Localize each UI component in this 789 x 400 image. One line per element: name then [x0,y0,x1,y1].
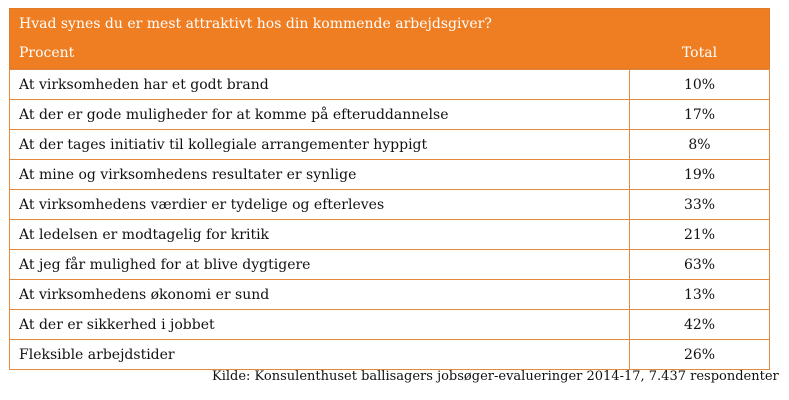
column-header-total: Total [681,45,718,61]
row-label: At der er gode muligheder for at komme på efteruddannelse [10,100,630,130]
row-value: 19% [630,160,770,190]
table-row [10,310,770,340]
row-label: At virksomhedens værdier er tydelige og efterleves [10,190,630,220]
row-value: 42% [630,310,770,340]
row-value: 10% [630,70,770,100]
row-value: 21% [630,220,770,250]
table-row [10,280,770,310]
row-label: At virksomheden har et godt brand [10,70,630,100]
table-body [10,70,770,370]
row-value: 17% [630,100,770,130]
table-row [10,130,770,160]
table-row [10,250,770,280]
table-row [10,190,770,220]
table-header [9,8,770,69]
survey-table-container [9,8,770,370]
row-label: At virksomhedens økonomi er sund [10,280,630,310]
table-row [10,220,770,250]
row-label: At der er sikkerhed i jobbet [10,310,630,340]
row-label: At jeg får mulighed for at blive dygtigere [10,250,630,280]
column-header-row [10,40,769,68]
row-value: 63% [630,250,770,280]
row-label: Fleksible arbejdstider [10,340,630,370]
row-value: 26% [630,340,770,370]
data-table [9,69,770,370]
source-note: Kilde: Konsulenthuset ballisagers jobsøger-evalueringer 2014-17, 7.437 respondenter [212,369,779,384]
row-label: At ledelsen er modtagelig for kritik [10,220,630,250]
row-label: At der tages initiativ til kollegiale arrangementer hyppigt [10,130,630,160]
row-value: 13% [630,280,770,310]
table-row [10,100,770,130]
column-header-procent: Procent [19,45,75,61]
table-title: Hvad synes du er mest attraktivt hos din kommende arbejdsgiver? [19,16,492,32]
row-value: 33% [630,190,770,220]
table-row [10,160,770,190]
row-label: At mine og virksomhedens resultater er synlige [10,160,630,190]
table-row [10,70,770,100]
row-value: 8% [630,130,770,160]
table-row [10,340,770,370]
